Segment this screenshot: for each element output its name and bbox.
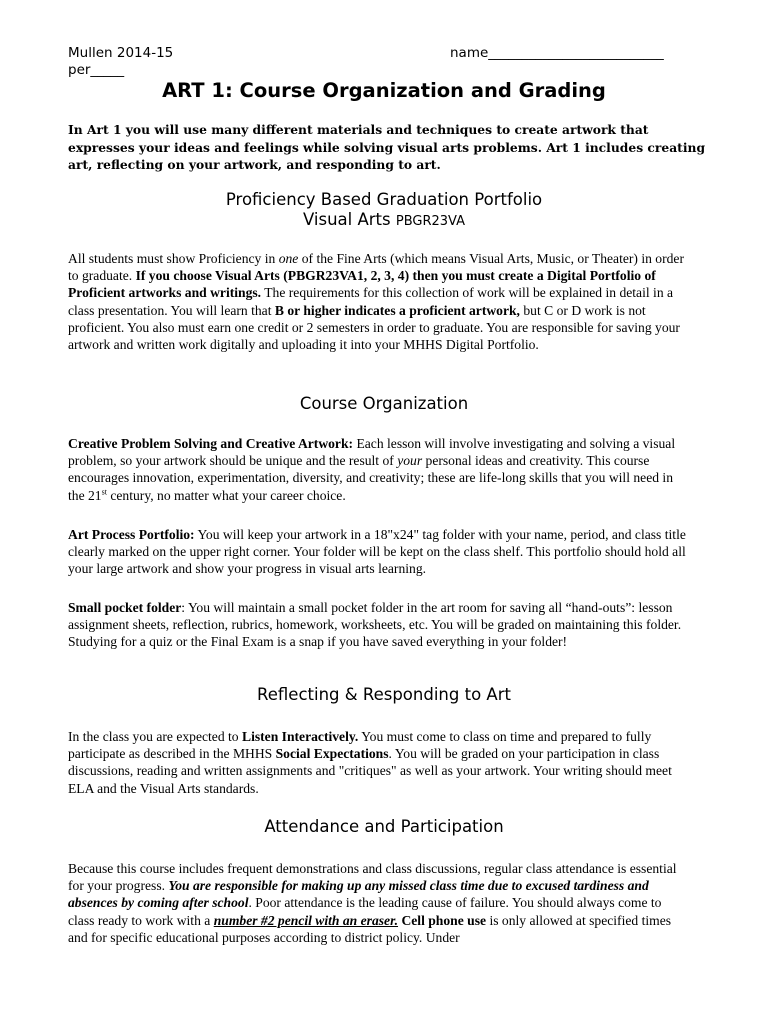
- text-run-bold: Listen Interactively.: [242, 729, 359, 744]
- portfolio-heading: [0, 190, 768, 232]
- text-run: of the Fine Arts (which means Visual Arts, Music, or Theater) in order to graduate.: [68, 251, 684, 284]
- text-run-bold: B or higher indicates a proficient artwork,: [274, 302, 520, 318]
- text-run: Each lesson will involve investigating and solving a visual problem, so your artwork should be unique and the result of: [68, 436, 676, 469]
- text-run: . Poor attendance is the leading cause of failure. You should always come to class ready to work with a: [68, 895, 662, 928]
- text-run: is only allowed at specified times and for specific educational purposes according to district policy. Under: [68, 912, 672, 945]
- text-run-italic: one: [278, 251, 299, 266]
- art-process-portfolio-paragraph: [68, 526, 688, 578]
- paragraph-label: Creative Problem Solving and Creative Artwork:: [68, 436, 354, 451]
- text-run-bold: Cell phone use: [401, 912, 487, 928]
- header-name-line: name__________________________: [450, 45, 664, 61]
- text-run: All students must show Proficiency in: [68, 251, 279, 266]
- portfolio-heading-visual-arts: Visual Arts: [302, 210, 391, 229]
- attendance-paragraph: [68, 860, 688, 946]
- portfolio-heading-line2: [0, 210, 768, 232]
- portfolio-heading-code: PBGR23VA: [395, 214, 466, 229]
- header-course-year: Mullen 2014-15: [68, 45, 174, 61]
- text-run: In the class you are expected to: [68, 729, 243, 744]
- text-run: You will keep your artwork in a 18"x24" tag folder with your name, period, and class title clearly marked on the upper right corner. Your folder will be kept on the class shelf. This portfolio should hold all your large artwork and show your progress in visual arts learning.: [68, 527, 686, 577]
- paragraph-label: Art Process Portfolio:: [68, 527, 195, 542]
- text-run: personal ideas and creativity. This course encourages innovation, experimentation, diversity, and creativity; these are life-long skills that you will need in the 21: [68, 453, 674, 503]
- portfolio-heading-line1: Proficiency Based Graduation Portfolio: [225, 190, 543, 209]
- text-run-bold-italic: You are responsible for making up any missed class time due to excused tardiness and absences by coming after school: [68, 878, 649, 911]
- course-organization-heading: Course Organization: [299, 394, 469, 413]
- paragraph-label: Small pocket folder: [68, 600, 182, 615]
- text-run: The requirements for this collection of work will be explained in detail in a class presentation. You will learn that: [68, 285, 674, 318]
- reflecting-heading: Reflecting & Responding to Art: [257, 685, 511, 704]
- creative-problem-solving-paragraph: [68, 435, 688, 504]
- text-run: . You will be graded on your participation in class discussions, reading and written assignments and "critiques" as well as your artwork. Your writing should meet ELA and the Visual Arts standards.: [68, 746, 672, 796]
- text-run: You must come to class on time and prepared to fully participate as described in the MHHS: [68, 729, 652, 762]
- text-run: Because this course includes frequent demonstrations and class discussions, regular class attendance is essential for your progress.: [68, 861, 677, 894]
- text-run-italic: your: [397, 453, 423, 469]
- text-run-bold: Social Expectations: [275, 746, 389, 762]
- text-run-bold: If you choose Visual Arts (PBGR23VA1, 2, 3, 4) then you must create a Digital Portfolio of Proficient artworks and writings.: [68, 268, 656, 301]
- header-period-line: per_____: [68, 62, 125, 78]
- superscript: st: [101, 487, 107, 497]
- text-run: but C or D work is not proficient: [68, 302, 646, 335]
- attendance-heading: Attendance and Participation: [264, 817, 504, 836]
- text-run-bold-underline-italic: number #2 pencil with an eraser.: [213, 912, 399, 928]
- reflecting-paragraph: [68, 728, 688, 797]
- small-pocket-folder-paragraph: [68, 599, 688, 651]
- portfolio-paragraph: [68, 250, 688, 353]
- text-run: century, no matter what your career choice.: [106, 487, 346, 503]
- intro-paragraph: In Art 1 you will use many different materials and techniques to create artwork that expresses your ideas and feelings while solving visual arts problems. Art 1 includes creating art, reflecting on your artwork, and responding to art.: [68, 122, 706, 172]
- text-run: : You will maintain a small pocket folder in the art room for saving all “hand-outs”: lesson assignment sheets, reflection, rubrics, homework, worksheets, etc. You will be graded on maintaining this folder. Studying for a quiz or the Final Exam is a snap if you have saved everything in your folder!: [68, 600, 682, 650]
- text-run: . You also must earn one credit or 2 semesters in order to graduate. You are responsible for saving your artwork and written work digitally and uploading it into your MHHS Digital Portfolio.: [68, 319, 680, 353]
- page-title: ART 1: Course Organization and Grading: [162, 79, 606, 102]
